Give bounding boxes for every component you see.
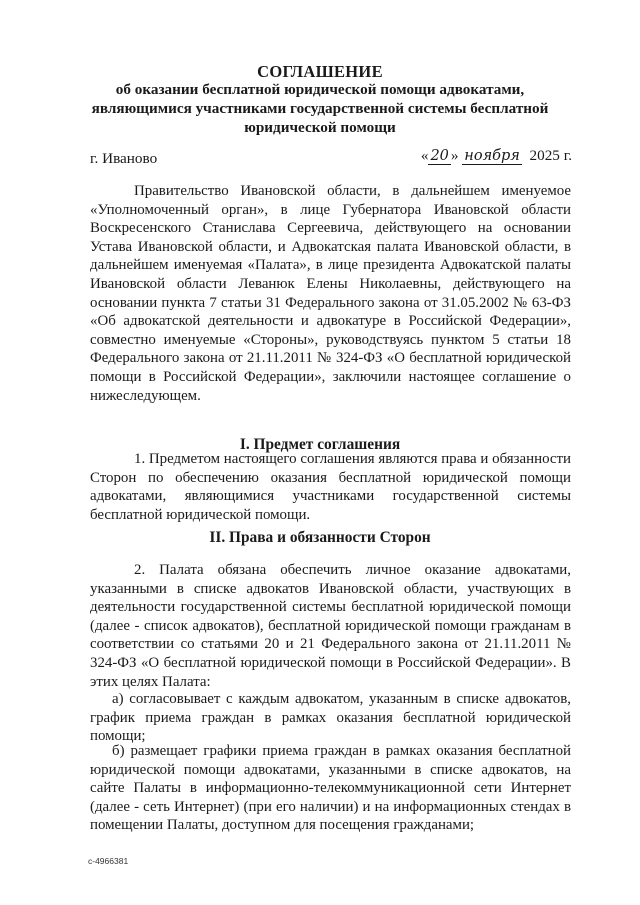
document-subtitle: об оказании бесплатной юридической помощи адвокатами, являющимися участниками государственной системы бесплатной юридической помощи	[91, 81, 549, 136]
date-month-handwritten: ноября	[464, 148, 520, 164]
section-heading-1: I. Предмет соглашения	[239, 436, 401, 453]
signing-date	[421, 147, 572, 165]
document-title: СОГЛАШЕНИЕ	[257, 62, 383, 81]
date-day-handwritten: 20	[430, 148, 449, 164]
subparagraph-a: а) согласовывает с каждым адвокатом, указанным в списке адвокатов, график приема граждан в рамках оказания бесплатной юридической помощи;	[90, 691, 571, 745]
section-heading-2: II. Права и обязанности Сторон	[209, 529, 431, 546]
preamble-paragraph: Правительство Ивановской области, в дальнейшем именуемое «Уполномоченный орган», в лице Губернатора Ивановской области Воскресенского Станислава Сергеевича, действующего на основании Устава Ивановской области, и Адвокатская палата Ивановской области, в дальнейшем именуемая «Палата», в лице президента Адвокатской палаты Ивановской области Леванюк Елены Николаевны, действующего на основании пункта 7 статьи 31 Федерального закона от 31.05.2002 № 63-ФЗ «Об адвокатской деятельности и адвокатуре в Российской Федерации», совместно именуемые «Стороны», руководствуясь пунктом 5 статьи 18 Федерального закона от 21.11.2011 № 324-ФЗ «О бесплатной юридической помощи в Российской Федерации», заключили настоящее соглашение о нижеследующем.	[90, 183, 571, 404]
document-id: c-4966381	[88, 856, 129, 866]
date-open-quote: «	[420, 147, 429, 164]
paragraph-1: 1. Предметом настоящего соглашения являются права и обязанности Сторон по обеспечению оказания бесплатной юридической помощи адвокатами, являющимися участниками государственной системы бесплатной юридической помощи.	[90, 451, 571, 523]
date-year: 2025 г.	[529, 147, 572, 164]
subparagraph-b: б) размещает графики приема граждан в рамках оказания бесплатной юридической помощи адвокатами, указанными в списке адвокатов, на сайте Палаты в информационно-телекоммуникационной сети Интернет (далее - сеть Интернет) (при его наличии) и на информационных стендах в помещении Палаты, доступном для посещения гражданами;	[90, 743, 571, 834]
date-close-quote: »	[450, 147, 459, 164]
paragraph-2: 2. Палата обязана обеспечить личное оказание адвокатами, указанными в списке адвокатов Ивановской области, участвующих в деятельности государственной системы бесплатной юридической помощи (далее - список адвокатов), бесплатной юридической помощи гражданам в соответствии со статьями 20 и 21 Федерального закона от 21.11.2011 № 324-ФЗ «О бесплатной юридической помощи в Российской Федерации». В этих целях Палата:	[90, 562, 571, 690]
place-of-signing: г. Иваново	[90, 150, 158, 167]
